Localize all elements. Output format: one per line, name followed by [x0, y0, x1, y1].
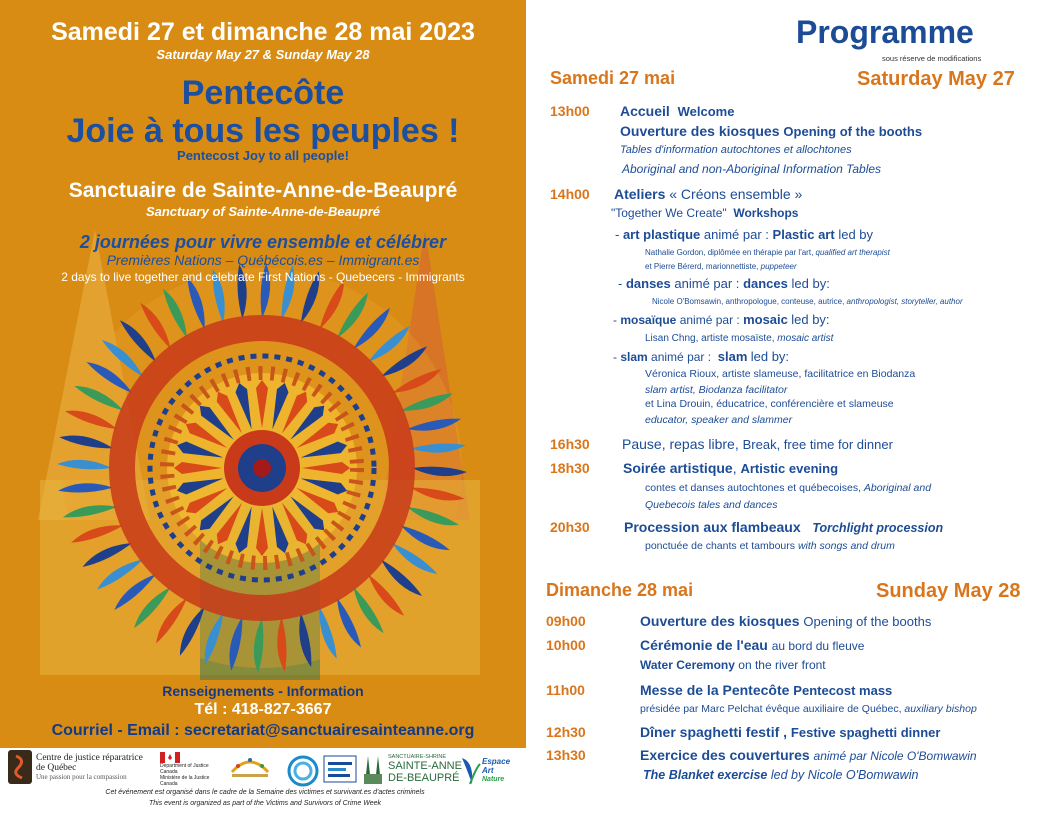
- time-09h00: 09h00: [546, 613, 586, 629]
- mosaique-person: Lisan Chng, artiste mosaïste, mosaic artist: [645, 333, 834, 344]
- conciliation-logo-icon: [226, 752, 274, 780]
- slam-person-2: et Lina Drouin, éducatrice, conférencière et slameuse: [645, 398, 894, 410]
- bird-icon: [460, 754, 482, 786]
- programme-title: Programme: [796, 14, 974, 50]
- title-pentecote: Pentecôte: [181, 74, 345, 112]
- nations-fr: Premières Nations – Québécois.es – Immigrant.es: [106, 252, 420, 268]
- art-person-2: et Pierre Bérerd, marionnettiste, puppeteer: [645, 262, 797, 271]
- canada-flag-icon: [160, 752, 180, 763]
- time-11h00: 11h00: [546, 682, 585, 698]
- soiree-desc-2: Quebecois tales and dances: [645, 499, 778, 511]
- djc-line4: Canada: [160, 781, 178, 787]
- semaine-victimes-logo-icon: [322, 754, 358, 784]
- item-ceremonie-eau: Cérémonie de l'eau au bord du fleuve: [640, 637, 865, 653]
- slam-person-1-en: slam artist, Biodanza facilitator: [645, 384, 788, 396]
- two-days-fr: 2 journées pour vivre ensemble et célébrer: [79, 232, 447, 252]
- event-poster: [0, 0, 526, 748]
- programme-subtitle: sous réserve de modifications: [882, 54, 982, 63]
- workshop-mosaique: - mosaïque animé par : mosaic led by:: [613, 312, 830, 327]
- item-blanket: The Blanket exercise led by Nicole O'Bomwawin: [643, 768, 919, 782]
- ean-line3: Nature: [482, 775, 505, 783]
- logo-espace-art-nature: [460, 752, 522, 788]
- church-icon: [360, 752, 386, 786]
- email[interactable]: Courriel - Email : secretariat@sanctuairesainteanne.org: [51, 722, 475, 739]
- procession-desc: ponctuée de chants et tambours with songs and drum: [645, 540, 895, 552]
- item-soiree: Soirée artistique, Artistic evening: [623, 460, 839, 476]
- item-accueil: Accueil Welcome: [620, 103, 735, 119]
- logo-sanctuaire: [360, 752, 462, 786]
- footer-note-en: This event is organized as part of the Victims and Survivors of Crime Week: [148, 800, 381, 807]
- time-13h30: 13h30: [546, 747, 586, 763]
- title-en: Pentecost Joy to all people!: [177, 148, 349, 163]
- logo-centre-justice: [8, 750, 143, 784]
- saturday-heading-fr: Samedi 27 mai: [550, 68, 676, 88]
- cjr-line1: Centre de justice réparatrice: [36, 753, 143, 763]
- slam-person-1: Véronica Rioux, artiste slameuse, facilitatrice en Biodanza: [645, 368, 916, 380]
- saturday-heading-en: Saturday May 27: [857, 68, 1015, 90]
- djc-line1: Department of Justice: [160, 763, 209, 769]
- item-diner: Dîner spaghetti festif , Festive spaghetti dinner: [640, 724, 941, 740]
- item-pause: Pause, repas libre, Break, free time for dinner: [622, 436, 893, 452]
- time-13h00: 13h00: [550, 103, 590, 119]
- globe-logo-icon: [286, 754, 320, 788]
- tables-fr: Tables d'information autochtones et allochtones: [620, 144, 852, 156]
- two-days-en: 2 days to live together and celebrate First Nations - Quebecers - Immigrants: [61, 270, 465, 284]
- sanctuary-fr: Sanctuaire de Sainte-Anne-de-Beaupré: [68, 179, 458, 202]
- sunday-heading-fr: Dimanche 28 mai: [546, 580, 694, 600]
- event-date-fr: Samedi 27 et dimanche 28 mai 2023: [51, 18, 475, 46]
- time-12h30: 12h30: [546, 724, 586, 740]
- item-messe: Messe de la Pentecôte Pentecost mass: [640, 682, 893, 698]
- cjr-logo-icon: [8, 750, 32, 784]
- slam-person-2-en: educator, speaker and slammer: [645, 414, 793, 426]
- danses-person: Nicole O'Bomsawin, anthropologue, conteuse, autrice, anthropologist, storyteller, author: [652, 297, 963, 306]
- djc-line3: Ministère de la Justice: [160, 775, 210, 781]
- cjr-line3: Une passion pour la compassion: [36, 773, 127, 781]
- item-ateliers: Ateliers « Créons ensemble »: [614, 186, 803, 202]
- info-label: Renseignements - Information: [162, 683, 364, 699]
- soiree-desc-1: contes et danses autochtones et québecoises, Aboriginal and: [645, 482, 932, 494]
- item-water-ceremony: Water Ceremony on the river front: [640, 658, 826, 672]
- logo-justice-canada: [160, 752, 209, 787]
- workshop-danses: - danses animé par : dances led by:: [618, 276, 830, 291]
- item-couvertures: Exercice des couvertures animé par Nicole O'Bomwawin: [640, 747, 977, 763]
- time-18h30: 18h30: [550, 460, 590, 476]
- sanct-line3: DE-BEAUPRÉ: [388, 772, 460, 784]
- cjr-line2: de Québec: [36, 763, 77, 773]
- time-14h00: 14h00: [550, 186, 590, 202]
- sunday-heading-en: Sunday May 28: [876, 580, 1021, 602]
- djc-line2: Canada: [160, 769, 178, 775]
- item-procession: Procession aux flambeaux Torchlight procession: [624, 519, 944, 535]
- phone: Tél : 418-827-3667: [194, 701, 332, 718]
- tables-en: Aboriginal and non-Aboriginal Information Tables: [622, 162, 882, 176]
- item-kiosques-sat: Ouverture des kiosques Opening of the booths: [620, 123, 923, 139]
- event-date-en: Saturday May 27 & Sunday May 28: [156, 47, 370, 62]
- footer-note-fr: Cet événement est organisé dans le cadre de la Semaine des victimes et survivant.es d'actes criminels: [105, 789, 425, 796]
- time-16h30: 16h30: [550, 436, 590, 452]
- ean-line2: Art: [482, 765, 494, 775]
- item-together: "Together We Create" Workshops: [611, 206, 799, 220]
- title-joie: Joie à tous les peuples !: [66, 112, 460, 150]
- time-10h00: 10h00: [546, 637, 586, 653]
- sanct-line1: SANCTUAIRE-SHRINE: [388, 754, 447, 760]
- sanct-line2: SAINTE-ANNE: [388, 760, 462, 772]
- item-kiosques-sun: Ouverture des kiosques Opening of the booths: [640, 613, 932, 629]
- sanctuary-en: Sanctuary of Sainte-Anne-de-Beaupré: [145, 204, 381, 219]
- art-person-1: Nathalie Gordon, diplômée en thérapie par l'art, qualified art therapist: [645, 248, 890, 257]
- time-20h30: 20h30: [550, 519, 590, 535]
- workshop-slam: - slam animé par : slam led by:: [613, 349, 790, 364]
- messe-desc: présidée par Marc Pelchat évêque auxiliaire de Québec, auxiliary bishop: [640, 703, 977, 715]
- workshop-art: - art plastique animé par : Plastic art led by: [615, 227, 874, 242]
- ean-line1: Espace: [482, 756, 511, 766]
